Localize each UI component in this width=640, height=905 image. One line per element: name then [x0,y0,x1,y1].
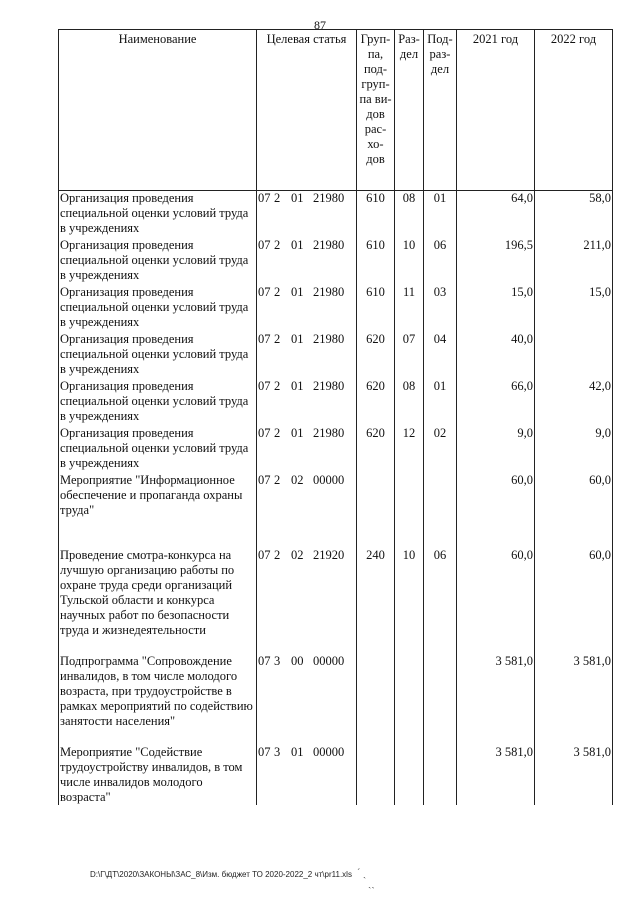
row-name: Организация проведения специальной оценки условий труда в учреждениях [59,191,257,239]
row-target-article [257,332,357,379]
row-amount-2021: 60,0 [457,548,535,654]
row-target-article [257,473,357,548]
row-expense-group: 240 [357,548,395,654]
row-amount-2021: 3 581,0 [457,654,535,745]
row-target-article [257,426,357,473]
row-amount-2021: 196,5 [457,238,535,285]
target-article-part: 3 [274,745,281,759]
row-amount-2021: 40,0 [457,332,535,379]
header-name: Наименование [59,30,257,191]
header-subsection [424,30,457,191]
row-subsection: 04 [424,332,457,379]
row-amount-2022: 3 581,0 [535,654,613,745]
row-amount-2021: 64,0 [457,191,535,239]
target-article-part: 00000 [313,745,345,759]
target-article-part: 01 [291,238,304,252]
target-article-part: 01 [291,426,304,440]
row-subsection: 06 [424,548,457,654]
table-row [59,548,613,654]
table-row [59,238,613,285]
row-amount-2022: 42,0 [535,379,613,426]
header-expense-group [357,30,395,191]
target-article-part: 2 [274,379,281,393]
row-expense-group: 610 [357,238,395,285]
target-article-part: 07 [258,332,271,346]
row-name: Организация проведения специальной оценки условий труда в учреждениях [59,379,257,426]
table-row [59,191,613,239]
row-name: Организация проведения специальной оценки условий труда в учреждениях [59,426,257,473]
row-section: 08 [395,379,424,426]
row-target-article [257,654,357,745]
header-subsection-text: Под- раз- дел [427,32,453,76]
header-expense-group-text: Груп- па, под- груп- па ви- дов рас- хо- дов [359,32,392,166]
row-subsection: 03 [424,285,457,332]
row-name: Подпрограмма "Сопровождение инвалидов, в том числе молодого возраста, при трудоустройстве в рамках мероприятий по содействию занятости населения" [59,654,257,745]
target-article-part: 07 [258,473,271,487]
header-year-2022: 2022 год [535,30,613,191]
target-article-part: 2 [274,238,281,252]
row-target-article [257,548,357,654]
target-article-part: 21980 [313,238,345,252]
row-target-article [257,285,357,332]
target-article-part: 2 [274,332,281,346]
row-expense-group: 620 [357,379,395,426]
row-amount-2021: 60,0 [457,473,535,548]
header-row [59,30,613,191]
row-section: 11 [395,285,424,332]
target-article-part: 2 [274,548,281,562]
table-row [59,426,613,473]
header-section-text: Раз- дел [398,32,420,61]
row-subsection [424,654,457,745]
row-target-article [257,238,357,285]
row-expense-group [357,654,395,745]
row-amount-2022: 60,0 [535,473,613,548]
target-article-part: 01 [291,191,304,205]
row-name: Мероприятие "Информационное обеспечение и пропаганда охраны труда" [59,473,257,548]
row-target-article [257,379,357,426]
table-row [59,379,613,426]
row-section [395,654,424,745]
row-subsection: 01 [424,379,457,426]
row-section: 08 [395,191,424,239]
target-article-part: 21980 [313,191,345,205]
row-expense-group: 620 [357,332,395,379]
target-article-part: 01 [291,379,304,393]
row-name: Мероприятие "Содействие трудоустройству инвалидов, в том числе инвалидов молодого возраста" [59,745,257,805]
target-article-part: 21980 [313,426,345,440]
target-article-part: 2 [274,191,281,205]
row-expense-group: 610 [357,191,395,239]
target-article-part: 00 [291,654,304,668]
target-article-part: 21920 [313,548,345,562]
row-expense-group [357,473,395,548]
row-target-article [257,191,357,239]
target-article-part: 00000 [313,473,345,487]
scan-mark-2: ˎˏ [368,878,375,889]
row-section: 10 [395,238,424,285]
target-article-part: 2 [274,426,281,440]
row-section: 12 [395,426,424,473]
target-article-part: 07 [258,745,271,759]
row-amount-2022 [535,332,613,379]
table-row [59,745,613,805]
target-article-part: 2 [274,473,281,487]
row-subsection: 02 [424,426,457,473]
row-amount-2021: 9,0 [457,426,535,473]
row-amount-2021: 66,0 [457,379,535,426]
file-path-footer: D:\Г\ДТ\2020\ЗАКОНЫ\ЗАС_8\Изм. бюджет ТО 2020-2022_2 чт\pr11.xls [90,870,352,879]
row-amount-2022: 15,0 [535,285,613,332]
scan-mark: ˊ ˎ [357,868,367,879]
target-article-part: 00000 [313,654,345,668]
row-expense-group: 610 [357,285,395,332]
row-name: Организация проведения специальной оценки условий труда в учреждениях [59,332,257,379]
target-article-part: 01 [291,285,304,299]
row-section [395,745,424,805]
row-amount-2022: 58,0 [535,191,613,239]
target-article-part: 21980 [313,379,345,393]
target-article-part: 07 [258,548,271,562]
header-year-2021: 2021 год [457,30,535,191]
target-article-part: 07 [258,654,271,668]
table-row [59,473,613,548]
row-section: 07 [395,332,424,379]
budget-table [58,29,613,805]
row-section: 10 [395,548,424,654]
header-section [395,30,424,191]
row-name: Организация проведения специальной оценки условий труда в учреждениях [59,238,257,285]
row-section [395,473,424,548]
target-article-part: 21980 [313,332,345,346]
row-subsection: 01 [424,191,457,239]
target-article-part: 3 [274,654,281,668]
row-amount-2021: 3 581,0 [457,745,535,805]
target-article-part: 01 [291,332,304,346]
row-amount-2022: 9,0 [535,426,613,473]
table-row [59,654,613,745]
target-article-part: 02 [291,473,304,487]
target-article-part: 02 [291,548,304,562]
row-subsection [424,473,457,548]
table-row [59,332,613,379]
target-article-part: 2 [274,285,281,299]
row-expense-group: 620 [357,426,395,473]
target-article-part: 01 [291,745,304,759]
target-article-part: 07 [258,238,271,252]
target-article-part: 07 [258,285,271,299]
target-article-part: 21980 [313,285,345,299]
row-name: Организация проведения специальной оценки условий труда в учреждениях [59,285,257,332]
row-name: Проведение смотра-конкурса на лучшую организацию работы по охране труда среди организаций Тульской области и конкурса научных работ по безопасности труда и жизнедеятельности [59,548,257,654]
row-amount-2022: 3 581,0 [535,745,613,805]
target-article-part: 07 [258,379,271,393]
row-subsection: 06 [424,238,457,285]
row-target-article [257,745,357,805]
row-amount-2022: 211,0 [535,238,613,285]
row-amount-2021: 15,0 [457,285,535,332]
page-number: 87 [314,18,326,32]
target-article-part: 07 [258,426,271,440]
header-target-article: Целевая статья [257,30,357,191]
row-subsection [424,745,457,805]
row-expense-group [357,745,395,805]
target-article-part: 07 [258,191,271,205]
table-row [59,285,613,332]
row-amount-2022: 60,0 [535,548,613,654]
